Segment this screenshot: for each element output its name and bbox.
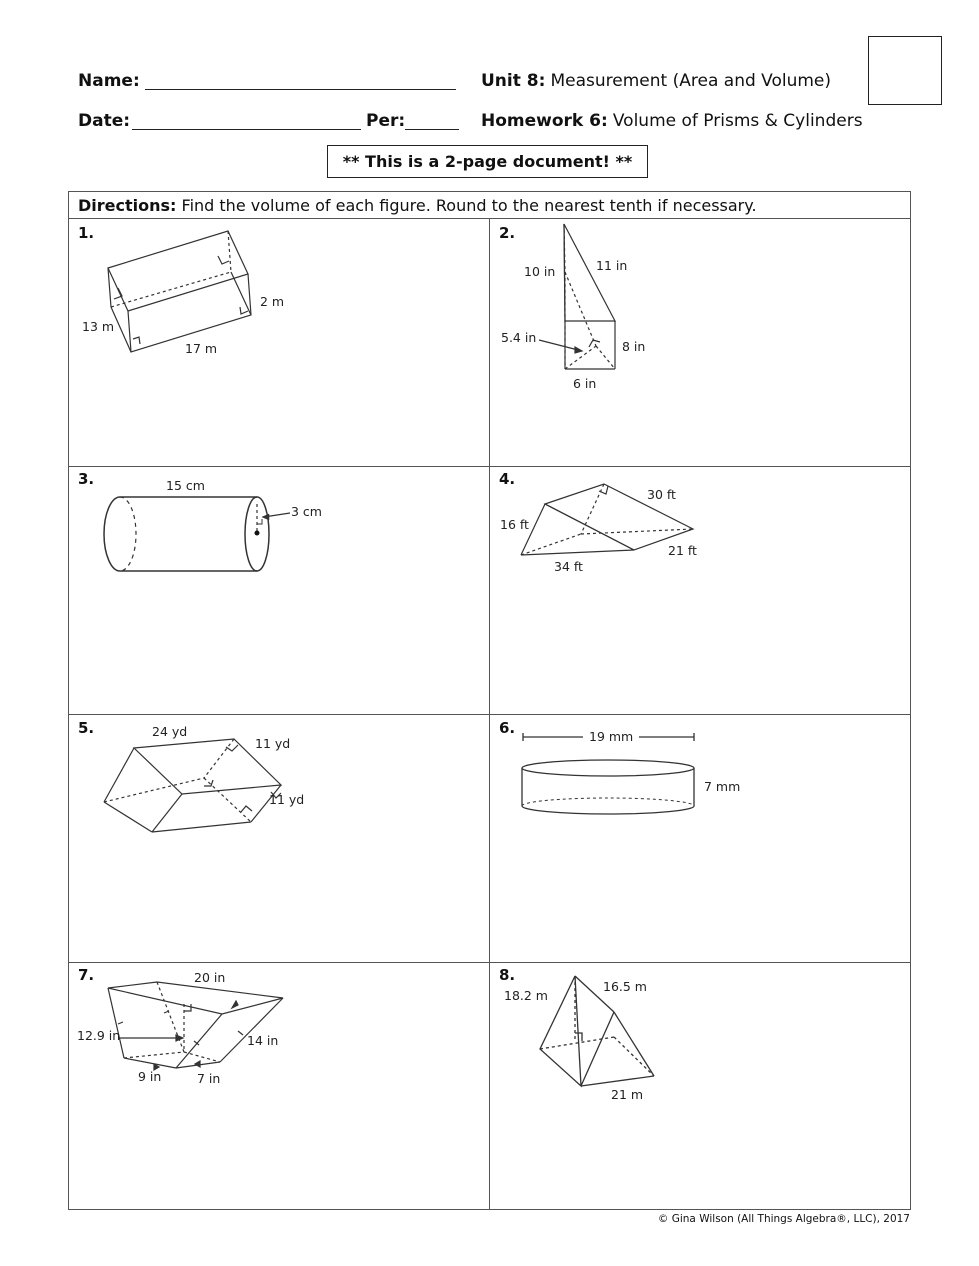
- label-fig8-height: 18.2 m: [504, 988, 548, 1003]
- label-fig5-length: 24 yd: [152, 724, 188, 739]
- label-fig2-side2: 11 in: [596, 258, 628, 273]
- unit-label: Unit 8:: [481, 71, 546, 91]
- figure-2-triangular-prism: [489, 219, 910, 466]
- figure-6-cylinder: [489, 714, 910, 962]
- label-fig2-side1: 10 in: [524, 264, 556, 279]
- label-fig3-length: 15 cm: [166, 478, 205, 493]
- score-box[interactable]: [868, 36, 942, 105]
- figure-8-triangular-prism: [489, 962, 910, 1210]
- figure-4-triangular-prism: [489, 466, 910, 714]
- period-field[interactable]: [405, 129, 459, 130]
- label-fig7-base2: 7 in: [197, 1071, 221, 1086]
- homework-title: Volume of Prisms & Cylinders: [612, 111, 863, 131]
- label-fig6-diameter: 19 mm: [589, 729, 634, 744]
- unit-title: Measurement (Area and Volume): [550, 71, 832, 91]
- directions-label: Directions:: [78, 196, 177, 215]
- unit-heading: [481, 71, 831, 91]
- label-fig5-side2: 11 yd: [269, 792, 305, 807]
- label-fig5-side1: 11 yd: [255, 736, 291, 751]
- problem-3-number: 3.: [78, 470, 95, 488]
- figure-1-rectangular-prism: [68, 219, 489, 466]
- copyright-footer: © Gina Wilson (All Things Algebra®, LLC), 2017: [657, 1213, 910, 1225]
- label-fig8-length: 21 m: [611, 1087, 644, 1102]
- label-fig6-height: 7 mm: [704, 779, 741, 794]
- label-fig7-length: 20 in: [194, 970, 226, 985]
- problem-7-number: 7.: [78, 966, 95, 984]
- label-fig7-base1: 9 in: [138, 1069, 162, 1084]
- label-fig4-side: 30 ft: [647, 487, 676, 502]
- fig3-center-dot: [255, 531, 260, 536]
- label-fig4-height: 16 ft: [500, 517, 529, 532]
- label-fig2-prism-height: 8 in: [622, 339, 646, 354]
- label-fig4-length: 21 ft: [668, 543, 697, 558]
- per-label: Per:: [366, 111, 406, 131]
- name-label: Name:: [78, 71, 140, 91]
- date-field[interactable]: [132, 129, 361, 130]
- name-field[interactable]: [145, 89, 456, 90]
- problem-1-number: 1.: [78, 224, 95, 242]
- homework-label: Homework 6:: [481, 111, 608, 131]
- label-fig1-length: 17 m: [185, 341, 218, 356]
- problem-5-number: 5.: [78, 719, 95, 737]
- label-fig4-base: 34 ft: [554, 559, 583, 574]
- problem-8-number: 8.: [499, 966, 516, 984]
- date-label: Date:: [78, 111, 131, 131]
- figure-5-prism: [68, 714, 489, 962]
- directions-text: Find the volume of each figure. Round to the nearest tenth if necessary.: [181, 196, 757, 215]
- label-fig1-width: 13 m: [82, 319, 115, 334]
- figure-3-cylinder: [68, 466, 489, 714]
- label-fig1-height: 2 m: [260, 294, 285, 309]
- label-fig7-slant: 14 in: [247, 1033, 279, 1048]
- label-fig7-height: 12.9 in: [77, 1028, 121, 1043]
- label-fig3-radius: 3 cm: [291, 504, 322, 519]
- directions: [68, 191, 911, 219]
- label-fig2-base: 6 in: [573, 376, 597, 391]
- homework-heading: [481, 111, 863, 131]
- figure-7-trapezoidal-prism: [68, 962, 489, 1210]
- problem-4-number: 4.: [499, 470, 516, 488]
- label-fig2-base-height: 5.4 in: [501, 330, 537, 345]
- problem-6-number: 6.: [499, 719, 516, 737]
- page-count-banner: ** This is a 2-page document! **: [327, 145, 648, 178]
- problem-2-number: 2.: [499, 224, 516, 242]
- label-fig8-slant: 16.5 m: [603, 979, 647, 994]
